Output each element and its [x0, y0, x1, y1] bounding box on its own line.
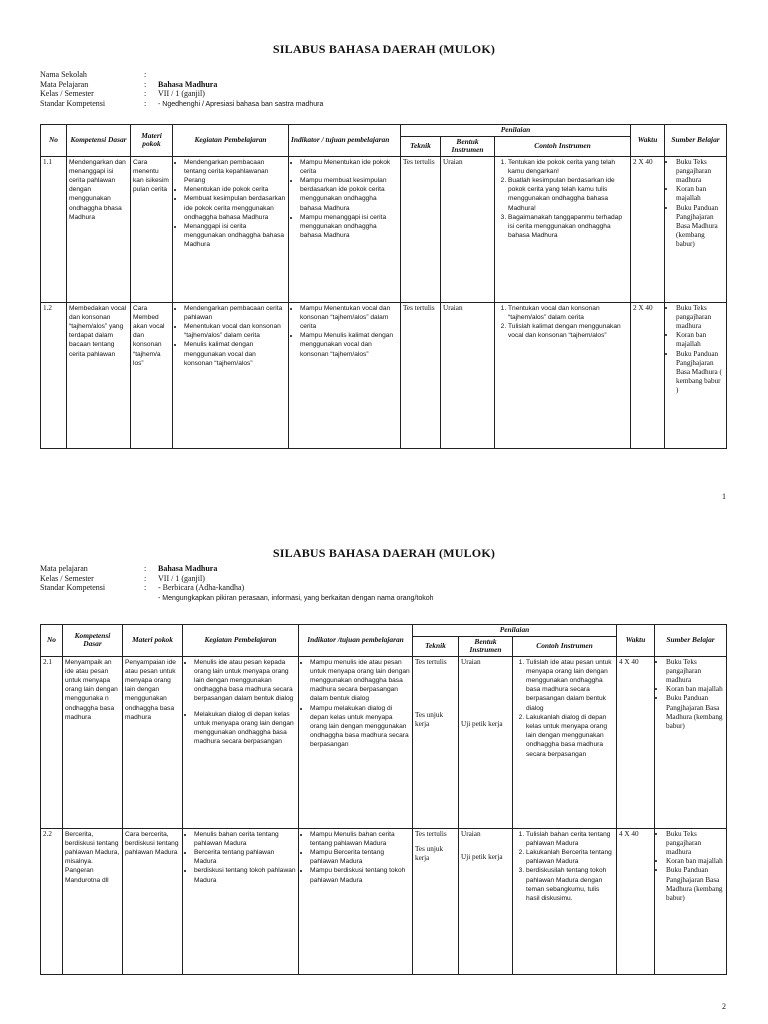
meta-row: Mata pelajaran : Bahasa Madhura: [40, 564, 218, 573]
list-item: 2. Buatlah kesimpulan berdasarkan ide pokok cerita yang telah kamu tulis menggunakan ondhaggha bahasa Madhura!: [508, 176, 628, 213]
list-item: 2. Lakukanlah dialog di depan kelas untuk menyapa orang lain dengan menggunakan ondhaggha basa madhura secara berpasangan: [526, 713, 614, 759]
table-row: [41, 156, 727, 302]
list-item: • berdiskusi tentang tokoh pahlawan Madura: [194, 866, 296, 884]
header-teknik: Teknik: [413, 636, 459, 656]
header-kegiatan: Kegiatan Pembelajaran: [183, 625, 299, 657]
header-sumber: Sumber Belajar: [665, 125, 727, 157]
list-item: • Membuat kesimpulan berdasarkan ide pokok cerita menggunakan ondhaggha bahasa Madhura: [184, 194, 286, 222]
list-item: • Buku Panduan Pangjhajaran Basa Madhura (kembang babur): [666, 694, 724, 731]
cell-contoh: [513, 656, 617, 828]
header-contoh: Contoh Instrumen: [495, 136, 631, 156]
meta-row: Standar Kompetensi : - Ngedhenghi / Apresiasi bahasa ban sastra madhura: [40, 98, 324, 108]
cell-bentuk: Uraian: [441, 302, 495, 448]
cell-indikator: [289, 156, 401, 302]
cell-materi: Cara menentu kan isikesim pulan cerita: [131, 156, 173, 302]
list-item: 1. Tulislah bahan cerita tentang pahlawan Madura: [526, 830, 614, 848]
meta-row: - Mengungkapkan pikiran perasaan, informasi, yang berkaitan dengan nama orang/tokoh: [158, 594, 434, 602]
cell-kompetensi-dasar: Membedakan vocal dan konsonan “tajhem/alos” yang terdapat dalam bacaan tentang cerita pahlawan: [67, 302, 131, 448]
list-item: • Mampu berdiskusi tentang tokoh pahlawan Madura: [310, 866, 410, 884]
cell-materi: Cara bercerita, berdiskusi tentang pahlawan Madura: [123, 828, 183, 974]
cell-sumber: [665, 302, 727, 448]
header-kompetensi-dasar: Kompetensi Dasar: [67, 125, 131, 157]
page-number: 1: [722, 492, 726, 501]
syllabus-table: [40, 124, 727, 449]
cell-kegiatan: [183, 828, 299, 974]
cell-no: 2.2: [41, 828, 63, 974]
cell-no: 2.1: [41, 656, 63, 828]
cell-contoh: [513, 828, 617, 974]
header-penilaian: Penilaian: [401, 125, 631, 137]
cell-sumber: [665, 156, 727, 302]
header-indikator: Indikator / tujuan pembelajaran: [289, 125, 401, 157]
meta-row: Standar Kompetensi : - Berbicara (Adha-kandha): [40, 583, 245, 592]
list-item: • Menulis kalimat dengan menggunakan vocal dan konsonan “tajhem/alos”: [184, 340, 286, 368]
list-item: • Buku Panduan Pangjhajaran Basa Madhura (kembang babur): [666, 866, 724, 903]
list-item: • Menentukan vocal dan konsonan “tajhem/alos” dalam cerita: [184, 322, 286, 340]
cell-bentuk: Uraian Uji petik kerja: [459, 656, 513, 828]
list-item: • Mendengarkan pembacaan cerita pahlawan: [184, 304, 286, 322]
list-item: • Mampu menanggapi isi cerita menggunakan ondhaggha bahasa Madhura: [300, 213, 398, 241]
cell-indikator: [289, 302, 401, 448]
header-contoh: Contoh Instrumen: [513, 636, 617, 656]
list-item: 3. Bagaimanakah tanggapanmu terhadap isi cerita menggunakan ondhaggha bahasa Madhura: [508, 213, 628, 241]
syllabus-table: [40, 624, 727, 975]
cell-waktu: 4 X 40: [617, 828, 655, 974]
list-item: 3. berdiskusilah tentang tokoh pahlawan Madura dengan teman sebangkumu, tulis hasil diskusimu.: [526, 866, 614, 903]
table-row: [41, 828, 727, 974]
cell-bentuk: Uraian: [441, 156, 495, 302]
cell-kompetensi-dasar: Bercerita, berdiskusi tentang pahlawan Madura, misalnya. Pangeran Mandurotna dll: [63, 828, 123, 974]
cell-waktu: 2 X 40: [631, 302, 665, 448]
list-item: • Buku Teks pangajharan madhura: [676, 304, 724, 332]
document-meta: [40, 70, 323, 109]
list-item: 2. Tulislah kalimat dengan menggunakan vocal dan konsonan “tajhem/alos”: [508, 322, 628, 340]
cell-indikator: [299, 828, 413, 974]
cell-waktu: 2 X 40: [631, 156, 665, 302]
list-item: • Buku Panduan Pangjhajaran Basa Madhura ( kembang babur ): [676, 350, 724, 396]
cell-sumber: [655, 656, 727, 828]
list-item: • Menanggapi isi cerita menggunakan ondhaggha bahasa Madhura: [184, 222, 286, 250]
header-indikator: Indikator /tujuan pembelajaran: [299, 625, 413, 657]
list-item: • Mampu menulis ide atau pesan untuk menyapa orang lain dengan menggunakan ondhaggha basa madhura secara berpasangan dalam bentuk dialog: [310, 658, 410, 704]
cell-teknik: Tes tertulis: [401, 156, 441, 302]
header-teknik: Teknik: [401, 136, 441, 156]
list-item: 1. Tentukan ide pokok cerita yang telah kamu dengarkan!: [508, 158, 628, 176]
header-bentuk: Bentuk Instrumen: [459, 636, 513, 656]
header-bentuk: Bentuk Instrumen: [441, 136, 495, 156]
meta-row: Kelas / Semester : VII / 1 (ganjil): [40, 573, 205, 583]
list-item: • Bercerita tentang pahlawan Madura: [194, 848, 296, 866]
cell-kegiatan: [173, 156, 289, 302]
cell-materi: Penyampaian ide atau pesan untuk menyapa orang lain dengan menggunakan ondhaggha basa madhura: [123, 656, 183, 828]
header-materi: Materi pokok: [123, 625, 183, 657]
cell-no: 1.2: [41, 302, 67, 448]
header-waktu: Waktu: [631, 125, 665, 157]
header-kegiatan: Kegiatan Pembelajaran: [173, 125, 289, 157]
cell-waktu: 4 X 40: [617, 656, 655, 828]
list-item: 2. Lakukanlah Bercerita tentang pahlawan Madura: [526, 848, 614, 866]
cell-kegiatan: [183, 656, 299, 828]
list-item: • Mampu Menulis kalimat dengan menggunakan vocal dan konsonan “tajhem/alos”: [300, 331, 398, 359]
cell-kegiatan: [173, 302, 289, 448]
list-item: • Buku Panduan Pangjhajaran Basa Madhura (kembang babur): [676, 204, 724, 250]
cell-contoh: [495, 156, 631, 302]
table-row: [41, 302, 727, 448]
list-item: • Mampu Menentukan vocal dan konsonan “tajhem/alos” dalam cerita: [300, 304, 398, 332]
list-item: • Koran ban majallah: [676, 185, 724, 203]
meta-row: Nama Sekolah :: [40, 70, 147, 79]
list-item: • Mendengarkan pembacaan tentang cerita kepahlawanan Perang: [184, 158, 286, 186]
page-title: SILABUS BAHASA DAERAH (MULOK): [272, 42, 496, 56]
list-item: • Buku Teks pangajharan madhura: [676, 158, 724, 186]
list-item: • Koran ban majallah: [676, 331, 724, 349]
list-item: • Koran ban majallah: [666, 685, 724, 694]
cell-indikator: [299, 656, 413, 828]
list-item: 1. Tulislah ide atau pesan untuk menyapa orang lain dengan menggunakan ondhaggha basa madhura secara berpasangan dalam bentuk dialog: [526, 658, 614, 713]
header-no: No: [41, 625, 63, 657]
list-item: • Menulis bahan cerita tentang pahlawan Madura: [194, 830, 296, 848]
list-item: • Mampu Menulis bahan cerita tentang pahlawan Madura: [310, 830, 410, 848]
cell-sumber: [655, 828, 727, 974]
cell-contoh: [495, 302, 631, 448]
header-waktu: Waktu: [617, 625, 655, 657]
list-item: • Mampu Bercerita tentang pahlawan Madura: [310, 848, 410, 866]
cell-no: 1.1: [41, 156, 67, 302]
cell-materi: Cara Membed akan vocal dan konsonan “tajhem/a los”: [131, 302, 173, 448]
meta-row: Kelas / Semester : VII / 1 (ganjil): [40, 89, 205, 98]
list-item: • Mampu Menentukan ide pokok cerita: [300, 158, 398, 176]
table-row: [41, 656, 727, 828]
list-item: • Menulis ide atau pesan kepada orang lain untuk menyapa orang lain dengan menggunakan ondhaggha basa madhura secara berpasangan dalam bentuk dialog: [194, 658, 296, 704]
list-item: • Melakukan dialog di depan kelas untuk menyapa orang lain dengan menggunakan ondhaggha basa madhura secara berpasangan: [194, 710, 296, 747]
list-item: • Buku Teks pangajharan madhura: [666, 658, 724, 686]
header-no: No: [41, 125, 67, 157]
page-2: [0, 512, 768, 1024]
header-materi: Materi pokok: [131, 125, 173, 157]
cell-teknik: Tes tertulis Tes unjuk kerja: [413, 828, 459, 974]
page-number: 2: [722, 1002, 726, 1011]
list-item: • Menentukan ide pokok cerita: [184, 185, 286, 194]
cell-bentuk: Uraian Uji petik kerja: [459, 828, 513, 974]
list-item: • Buku Teks pangajharan madhura: [666, 830, 724, 858]
page-title: SILABUS BAHASA DAERAH (MULOK): [272, 546, 496, 560]
meta-row: Mata Pelajaran : Bahasa Madhura: [40, 79, 218, 89]
cell-kompetensi-dasar: Mendengarkan dan menanggapi isi cerita pahlawan dengan menggunakan ondhaggha bhasa Madhura: [67, 156, 131, 302]
list-item: • Mampu melakukan dialog di depan kelas untuk menyapa orang lain dengan menggunakan ondhaggha basa madhura secara berpasangan: [310, 704, 410, 750]
cell-teknik: Tes tertulis: [401, 302, 441, 448]
list-item: • Koran ban majallah: [666, 857, 724, 866]
list-item: • Mampu membuat kesimpulan berdasarkan ide pokok cerita menggunakan ondhaggha bahasa Madhura: [300, 176, 398, 213]
document-meta: [40, 564, 434, 603]
cell-teknik: Tes tertulis Tes unjuk kerja: [413, 656, 459, 828]
cell-kompetensi-dasar: Menyampaik an ide atau pesan untuk menyapa orang lain dengan menggunaka n ondhaggha basa madhura: [63, 656, 123, 828]
header-kompetensi-dasar: Kompetensi Dasar: [63, 625, 123, 657]
header-sumber: Sumber Belajar: [655, 625, 727, 657]
header-penilaian: Penilaian: [413, 625, 617, 637]
list-item: 1. Tnentukan vocal dan konsonan “tajhem/alos” dalam cerita: [508, 304, 628, 322]
